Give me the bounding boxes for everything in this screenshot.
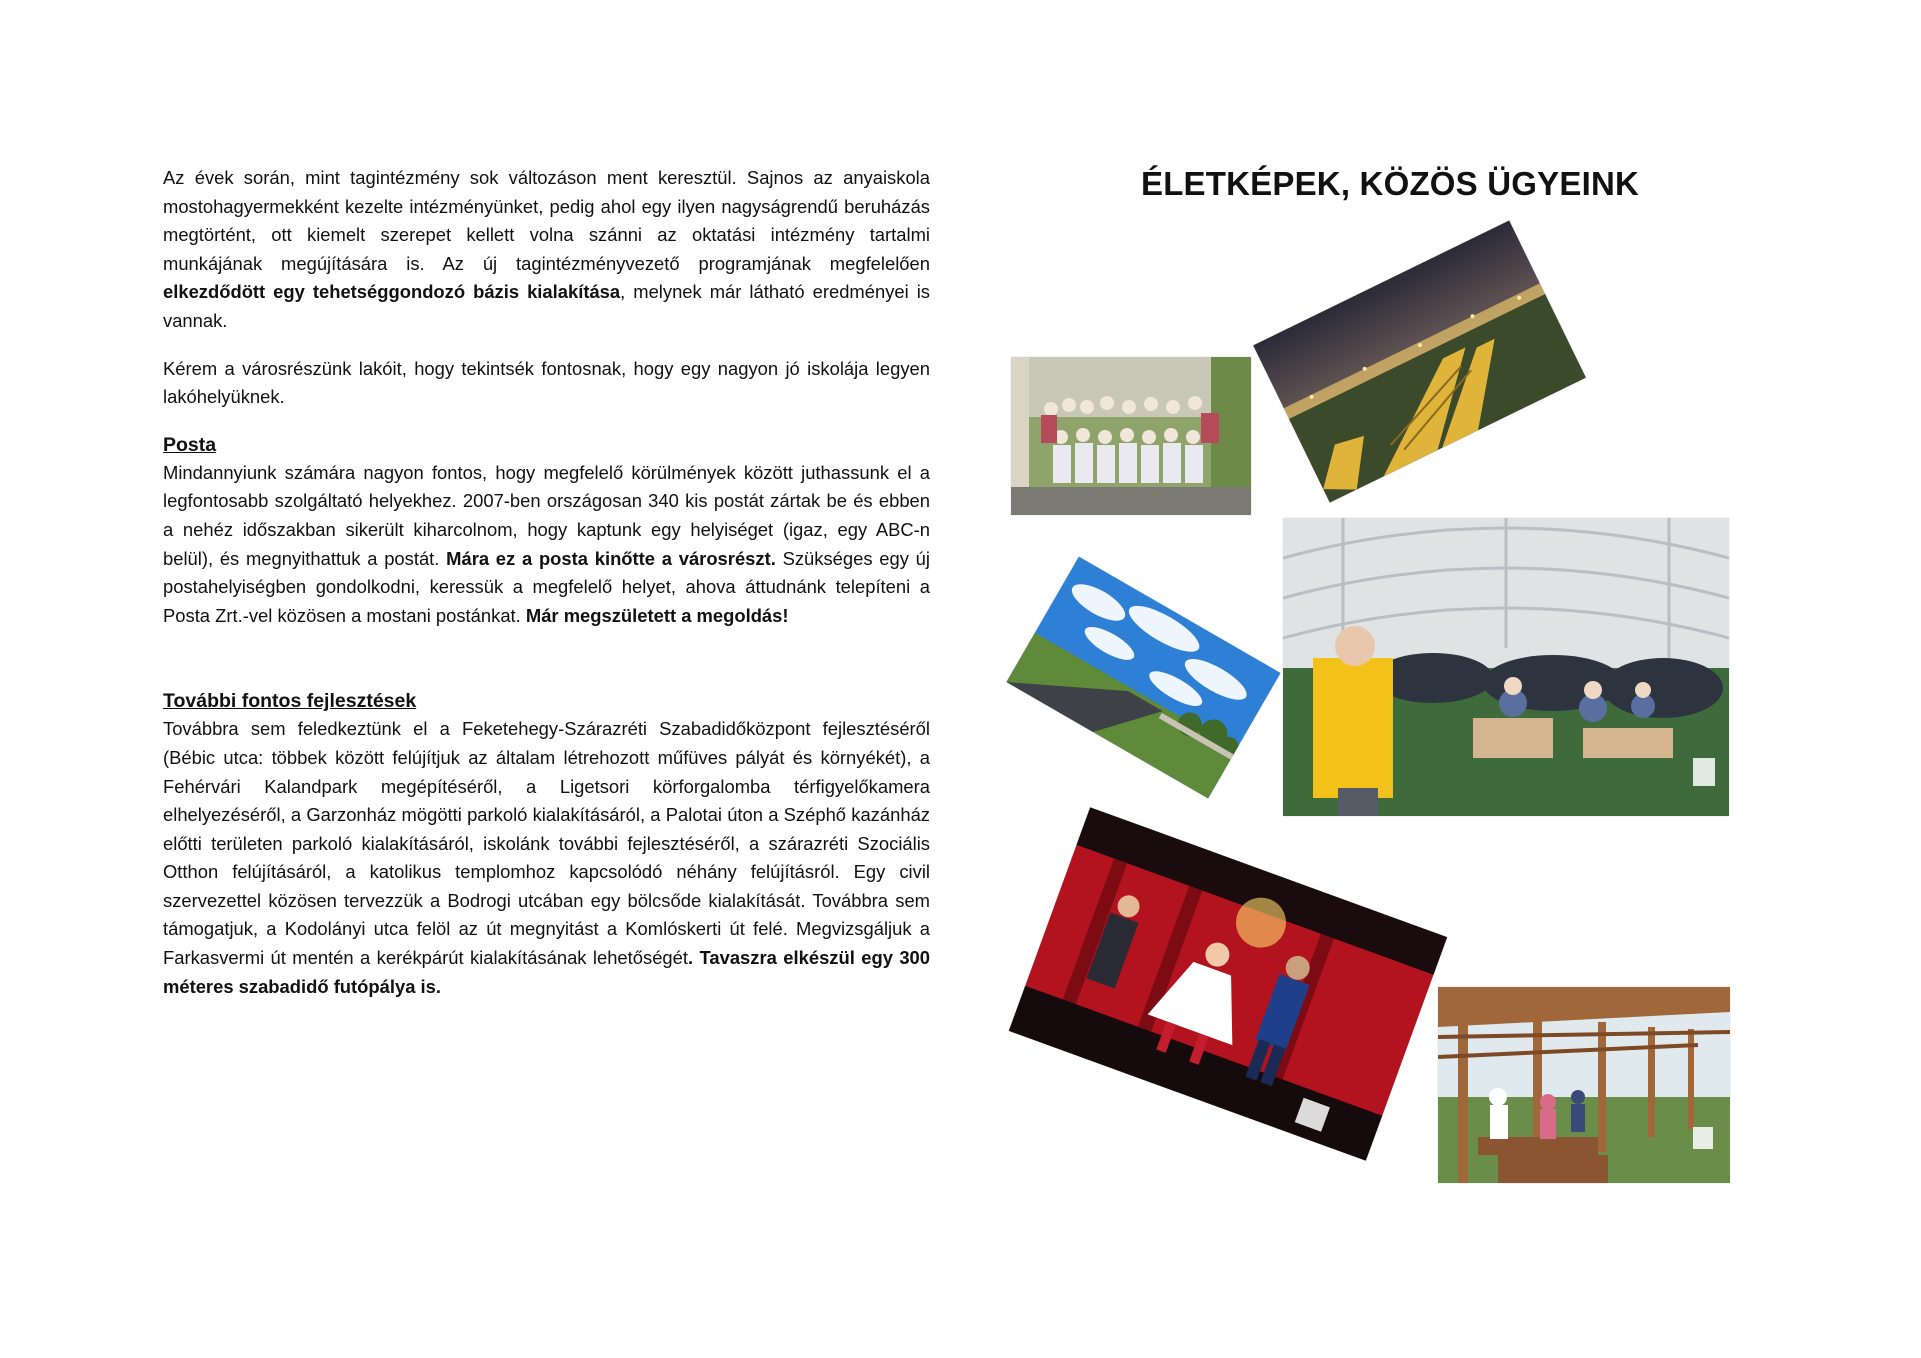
text-run: Szükséges egy új postahelyiségben gondolkodni, keressük a megfelelő helyet, ahova áttudnánk telepíteni a Posta Zrt.-vel közösen a mostani postánkat. xyxy=(163,547,930,626)
paragraph-school xyxy=(163,164,930,336)
heading-posta: Posta xyxy=(163,433,217,456)
photo-night-benches xyxy=(1253,220,1586,502)
heading-developments: További fontos fejlesztések xyxy=(163,690,417,713)
photo-tent-event xyxy=(1283,518,1729,816)
photo-icon xyxy=(1438,987,1730,1183)
photo-icon xyxy=(1253,220,1586,502)
photo-children-choir xyxy=(1011,357,1251,515)
text-run: Mindannyiunk számára nagyon fontos, hogy megfelelő körülmények között juthassunk el a legfontosabb szolgáltató helyekhez. 2007-ben országosan 340 kis postát zártak be és ebben a nehéz időszakban sikerült kiharcolnom, hogy kaptunk egy helyiséget (igaz, egy ABC-n belül), és megnyithattuk a postát. xyxy=(163,461,930,569)
left-text-column xyxy=(163,164,930,1001)
paragraph-developments xyxy=(163,715,930,1001)
paragraph-residents: Kérem a városrészünk lakóit, hogy tekintsék fontosnak, hogy egy nagyon jó iskolája legyen lakóhelyüknek. xyxy=(163,357,930,408)
photo-icon xyxy=(1283,518,1729,816)
photo-icon xyxy=(1011,357,1251,515)
text-run: Az évek során, mint tagintézmény sok változáson ment keresztül. Sajnos az anyaiskola mostohagyermekként kezelte intézményünket, pedig ahol egy ilyen nagyságrendű beruházás megtörtént, ott kiemelt szerepet kellett volna szánni az oktatási intézmény tartalmi munkájának megújítására is. Az új tagintézményvezető programjának megfelelően xyxy=(163,167,930,274)
spacer xyxy=(163,630,930,687)
text-run: , melynek már látható eredményei is vannak. xyxy=(163,281,930,331)
photo-wooden-pavilion xyxy=(1438,987,1730,1183)
bold-text: Már megszületett a megoldás! xyxy=(525,604,789,626)
photo-road-sky xyxy=(1006,556,1280,798)
text-run: Továbbra sem feledkeztünk el a Feketehegy-Szárazréti Szabadidőközpont fejlesztéséről (Bébic utca: többek között felújítjuk az általam létrehozott műfüves pályát és környékét), a Fehérvári Kalandpark megépítéséről, a Ligetsori körforgalomba térfigyelőkamera elhelyezéséről, a Garzonház mögötti parkoló kialakításáról, a Palotai úton a Széphő kazánház előtti területen parkoló kialakításáról, iskolánk további fejlesztéséről, a szárazréti Szociális Otthon felújításáról, a katolikus templomhoz kapcsolódó néhány felújításról. Egy civil szervezettel közösen tervezzük a Bodrogi utcában egy bölcsőde kialakítását. Továbbra sem támogatjuk, a Kodolányi utca felöl az út megnyitást a Komlóskerti út felé. Megvizsgáljuk a Farkasvermi út mentén a kerékpárút kialakításának lehetőségét xyxy=(163,718,930,969)
bold-text: Mára ez a posta kinőtte a városrészt. xyxy=(446,547,776,569)
bold-text: elkezdődött egy tehetséggondozó bázis kialakítása xyxy=(163,281,621,303)
photo-section-title: ÉLETKÉPEK, KÖZÖS ÜGYEINK xyxy=(1140,165,1640,202)
bold-text: . Tavaszra elkészül egy 300 méteres szabadidő futópálya is. xyxy=(163,947,931,997)
photo-icon xyxy=(1009,807,1447,1161)
photo-stage-dance xyxy=(1009,807,1447,1161)
paragraph-post-office xyxy=(163,459,930,631)
photo-icon xyxy=(1006,556,1280,798)
